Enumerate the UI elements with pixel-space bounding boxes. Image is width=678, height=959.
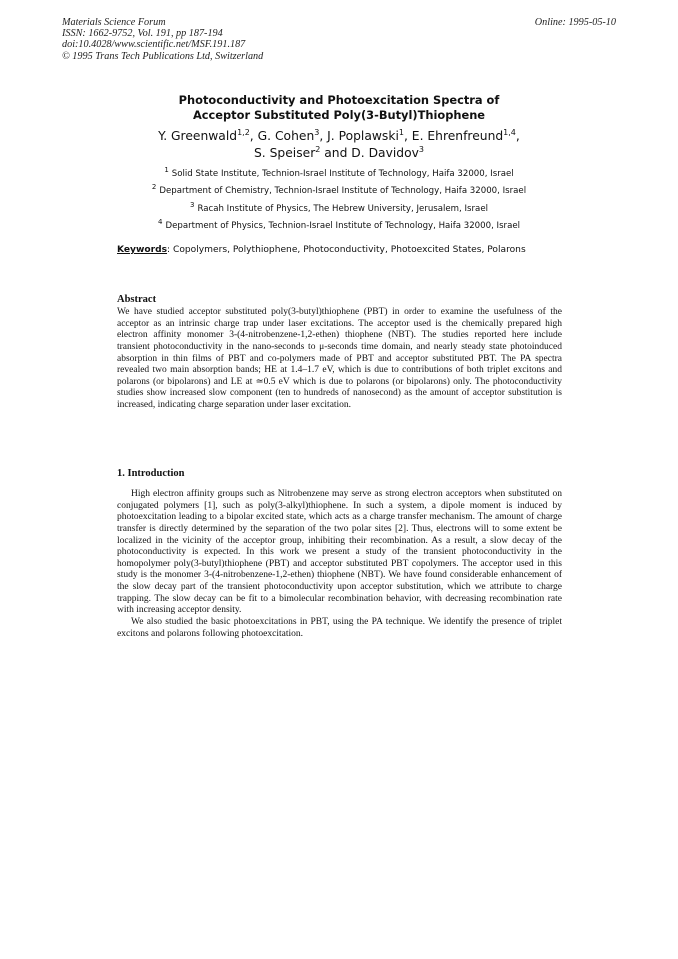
author-affil-mark: 1: [398, 128, 404, 137]
abstract-body: We have studied acceptor substituted poly(3-butyl)thiophene (PBT) in order to examine the usefulness of the acceptor as an intrinsic charge trap under laser excitations. The acceptor used is the chemically prepared high electron affinity monomer 3-(4-nitrobenzene-1,2-ethen) thiophene (NBT). The studies reported here include transient photoconductivity in the nano-seconds to μ-seconds time domain, and nearly steady state photoinduced absorption in thin films of PBT and co-polymers made of PBT and acceptor substituted PBT. The PA spectra revealed two main absorption bands; HE at 1.4–1.7 eV, which is due to contributions of both triplet excitons and polarons (or bipolarons) and LE at ≃0.5 eV which is due to polarons (or bipolarons) only. The photoconductivity studies show increased slow component (ten to hundreds of nanosecond) as the amount of acceptor substitution is increased, indicating charge separation under laser excitation.: [117, 307, 562, 410]
author-list: [0, 128, 678, 162]
author-affil-mark: 1,4: [503, 128, 516, 137]
author-affil-mark: 3: [314, 128, 320, 137]
author-affil-mark: 3: [418, 145, 424, 154]
title-line-2: Acceptor Substituted Poly(3-Butyl)Thiophene: [192, 108, 486, 122]
publication-header: [62, 17, 616, 62]
author-separator: ,: [319, 129, 328, 143]
author-line-2: [0, 145, 678, 162]
author-line-1: [0, 128, 678, 145]
keywords-text: : Copolymers, Polythiophene, Photoconductivity, Photoexcited States, Polarons: [167, 245, 526, 255]
online-date: Online: 1995-05-10: [534, 17, 616, 28]
copyright-line: © 1995 Trans Tech Publications Ltd, Switzerland: [62, 50, 264, 62]
journal-name: Materials Science Forum: [62, 17, 166, 28]
title-line-1: Photoconductivity and Photoexcitation Spectra of: [178, 93, 500, 107]
introduction-paragraph-2: We also studied the basic photoexcitations in PBT, using the PA technique. We identify the presence of triplet excitons and polarons following photoexcitation.: [117, 616, 562, 639]
author-separator: ,: [249, 129, 258, 143]
author-name: E. Ehrenfreund: [411, 129, 504, 143]
author-separator: ,: [403, 129, 412, 143]
keywords-label: Keywords: [117, 245, 168, 255]
author-name: G. Cohen: [257, 129, 315, 143]
affiliation: [0, 201, 678, 218]
affiliation-number: 1: [164, 166, 169, 174]
affiliation: [0, 166, 678, 183]
issn-line: ISSN: 1662-9752, Vol. 191, pp 187-194: [62, 28, 223, 40]
introduction-heading: 1. Introduction: [117, 468, 185, 479]
abstract-heading: Abstract: [117, 294, 157, 305]
introduction-body: [117, 489, 562, 640]
author-affil-mark: 2: [315, 145, 321, 154]
affiliation-number: 2: [151, 183, 157, 192]
affiliation: [0, 218, 678, 235]
affiliation-text: Department of Physics, Technion-Israel Institute of Technology, Haifa 32000, Israel: [165, 220, 521, 231]
author-affil-mark: 1,2: [237, 128, 250, 137]
author-name: Y. Greenwald: [158, 129, 238, 143]
affiliation-number: 3: [189, 200, 195, 209]
affiliation-text: Racah Institute of Physics, The Hebrew University, Jerusalem, Israel: [197, 203, 489, 214]
doi-line: doi:10.4028/www.scientific.net/MSF.191.187: [62, 39, 246, 51]
affiliation-number: 4: [157, 217, 163, 226]
paper-title: [0, 93, 678, 123]
author-name: J. Poplawski: [327, 129, 399, 143]
author-separator: and: [320, 146, 352, 160]
author-separator: ,: [515, 129, 520, 143]
affiliation-text: Solid State Institute, Technion-Israel Institute of Technology, Haifa 32000, Israel: [171, 169, 514, 179]
keywords-line: [117, 244, 577, 256]
affiliation-text: Department of Chemistry, Technion-Israel Institute of Technology, Haifa 32000, Israel: [159, 186, 527, 197]
affiliation-list: [0, 166, 678, 235]
author-name: S. Speiser: [254, 146, 316, 160]
affiliation: [0, 183, 678, 200]
introduction-paragraph-1: High electron affinity groups such as Nitrobenzene may serve as strong electron acceptors when substituted on conjugated polymers [1], such as poly(3-alkyl)thiophene. In such a system, a dipole moment is induced by photoexcitation leading to a bipolar excited state, which acts as a charge transfer mechanism. The amount of charge transfer is directly determined by the separation of the two polar sites [2]. Thus, electrons will to some extent be localized in the vicinity of the acceptor group, inhibiting their recombination. As a result, a slow decay of the photoconductivity is expected. In this work we present a study of the transient photoconductivity in the homopolymer poly(3-butyl)thiophene (PBT) and acceptor substituted PBT copolymers. The acceptor used in this study is the monomer 3-(4-nitrobenzene-1,2-ethen) thiophene (NBT). We have found considerable enhancement of the slow decay part of the transient photoconductivity upon acceptor substitution, which we attribute to charge trapping. The slow decay can be fit to a bimolecular recombination behavior, with decreasing recombination rate with increasing acceptor density.: [117, 489, 562, 616]
author-name: D. Davidov: [351, 146, 419, 160]
